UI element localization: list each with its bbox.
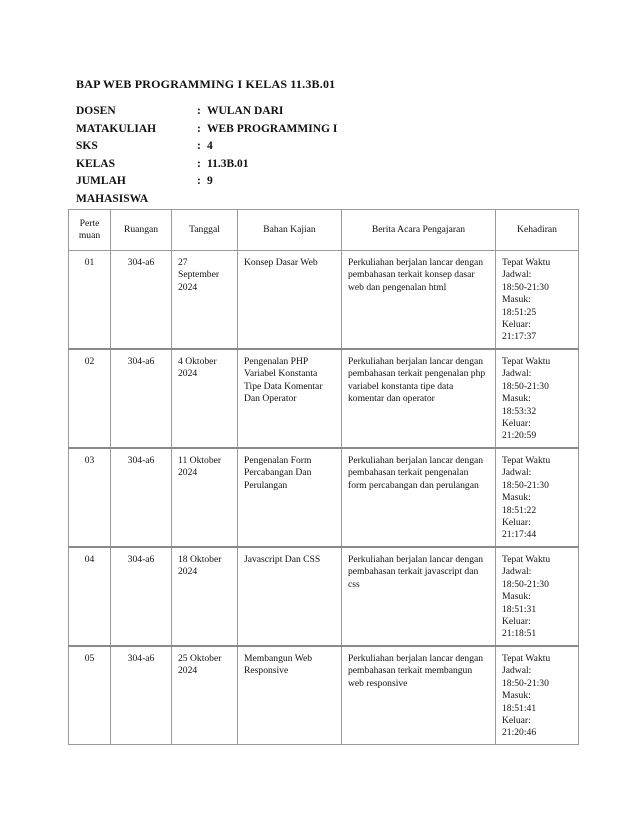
info-row-dosen (76, 103, 337, 121)
check-out-time: 21:20:46 (502, 727, 537, 739)
cell-ruangan: 304-a6 (111, 251, 172, 350)
check-out-label: Keluar: (502, 616, 531, 628)
col-header-pertemuan: Perte muan (69, 210, 111, 251)
check-out-label: Keluar: (502, 319, 531, 331)
info-label: SKS (76, 140, 98, 152)
cell-bahan-kajian: Konsep Dasar Web (238, 251, 342, 350)
cell-bahan-kajian: Membangun Web Responsive (238, 646, 342, 744)
cell-pertemuan: 04 (69, 547, 111, 646)
check-in-time: 18:51:22 (502, 504, 537, 516)
schedule-label: Jadwal: (502, 665, 532, 677)
cell-berita-acara: Perkuliahan berjalan lancar dengan pembahasan terkait javascript dan css (342, 547, 496, 646)
table-row (69, 547, 579, 646)
schedule-time: 18:50-21:30 (502, 578, 549, 590)
info-label: DOSEN (76, 105, 116, 117)
info-value: WEB PROGRAMMING I (207, 122, 338, 135)
check-out-label: Keluar: (502, 517, 531, 529)
table-row (69, 251, 579, 350)
cell-kehadiran (496, 251, 579, 350)
check-out-time: 21:18:51 (502, 628, 537, 640)
attendance-status: Tepat Waktu (502, 455, 551, 466)
cell-tanggal: 11 Oktober 2024 (172, 448, 238, 547)
cell-bahan-kajian: Pengenalan Form Percabangan Dan Perulangan (238, 448, 342, 547)
col-header-kehadiran: Kehadiran (496, 210, 579, 251)
table-header-row (69, 210, 579, 251)
info-row-jumlah-mahasiswa (76, 173, 337, 205)
check-in-label: Masuk: (502, 591, 531, 603)
check-in-label: Masuk: (502, 393, 531, 405)
col-header-bahan-kajian: Bahan Kajian (238, 210, 342, 251)
schedule-time: 18:50-21:30 (502, 677, 549, 689)
cell-tanggal: 4 Oktober 2024 (172, 349, 238, 448)
info-value: 9 (207, 175, 213, 187)
info-row-matakuliah (76, 121, 337, 139)
cell-pertemuan: 03 (69, 448, 111, 547)
info-colon: : (197, 105, 201, 117)
info-label: MATAKULIAH (76, 122, 157, 135)
cell-tanggal: 18 Oktober 2024 (172, 547, 238, 646)
check-out-time: 21:17:44 (502, 529, 537, 541)
cell-kehadiran (496, 448, 579, 547)
schedule-time: 18:50-21:30 (502, 479, 549, 491)
info-colon: : (197, 122, 201, 135)
cell-pertemuan: 05 (69, 646, 111, 744)
check-in-label: Masuk: (502, 690, 531, 702)
course-info (76, 103, 338, 205)
info-colon: : (197, 140, 201, 152)
check-out-time: 21:20:59 (502, 430, 537, 442)
cell-pertemuan: 01 (69, 251, 111, 350)
info-value: 4 (207, 140, 213, 152)
attendance-status: Tepat Waktu (502, 554, 551, 565)
document-title: BAP WEB PROGRAMMING I KELAS 11.3B.01 (76, 77, 336, 91)
check-in-time: 18:51:25 (502, 306, 537, 318)
info-colon: : (197, 175, 201, 187)
schedule-time: 18:50-21:30 (502, 380, 549, 392)
cell-tanggal: 25 Oktober 2024 (172, 646, 238, 744)
col-header-tanggal: Tanggal (172, 210, 238, 251)
col-header-ruangan: Ruangan (111, 210, 172, 251)
cell-berita-acara: Perkuliahan berjalan lancar dengan pembahasan terkait membangun web responsive (342, 646, 496, 744)
table-row (69, 646, 579, 744)
check-out-label: Keluar: (502, 715, 531, 727)
schedule-label: Jadwal: (502, 269, 532, 281)
check-in-time: 18:51:41 (502, 702, 537, 714)
attendance-status: Tepat Waktu (502, 356, 551, 367)
col-header-berita-acara: Berita Acara Pengajaran (342, 210, 496, 251)
cell-ruangan: 304-a6 (111, 547, 172, 646)
cell-ruangan: 304-a6 (111, 448, 172, 547)
schedule-time: 18:50-21:30 (502, 281, 549, 293)
info-value: WULAN DARI (207, 105, 284, 117)
cell-kehadiran (496, 646, 579, 744)
check-out-time: 21:17:37 (502, 331, 537, 343)
check-in-time: 18:51:31 (502, 603, 537, 615)
info-label: JUMLAH MAHASISWA (76, 175, 149, 205)
cell-kehadiran (496, 547, 579, 646)
schedule-label: Jadwal: (502, 566, 532, 578)
schedule-label: Jadwal: (502, 467, 532, 479)
cell-berita-acara: Perkuliahan berjalan lancar dengan pembahasan terkait pengenalan php variabel konstanta tipe data komentar dan operator (342, 349, 496, 448)
info-row-kelas (76, 156, 337, 174)
cell-tanggal: 27 September 2024 (172, 251, 238, 350)
info-label: KELAS (76, 157, 115, 170)
attendance-status: Tepat Waktu (502, 257, 551, 268)
check-in-time: 18:53:32 (502, 405, 537, 417)
check-out-label: Keluar: (502, 418, 531, 430)
cell-bahan-kajian: Pengenalan PHP Variabel Konstanta Tipe Data Komentar Dan Operator (238, 349, 342, 448)
info-row-sks (76, 138, 337, 156)
info-value: 11.3B.01 (207, 157, 249, 170)
attendance-table (68, 209, 579, 745)
table-row (69, 448, 579, 547)
cell-berita-acara: Perkuliahan berjalan lancar dengan pembahasan terkait pengenalan form percabangan dan perulangan (342, 448, 496, 547)
check-in-label: Masuk: (502, 492, 531, 504)
table-row (69, 349, 579, 448)
cell-ruangan: 304-a6 (111, 349, 172, 448)
info-colon: : (197, 157, 201, 170)
schedule-label: Jadwal: (502, 368, 532, 380)
check-in-label: Masuk: (502, 294, 531, 306)
cell-ruangan: 304-a6 (111, 646, 172, 744)
attendance-status: Tepat Waktu (502, 653, 551, 664)
cell-bahan-kajian: Javascript Dan CSS (238, 547, 342, 646)
cell-berita-acara: Perkuliahan berjalan lancar dengan pembahasan terkait konsep dasar web dan pengenalan html (342, 251, 496, 350)
cell-kehadiran (496, 349, 579, 448)
cell-pertemuan: 02 (69, 349, 111, 448)
